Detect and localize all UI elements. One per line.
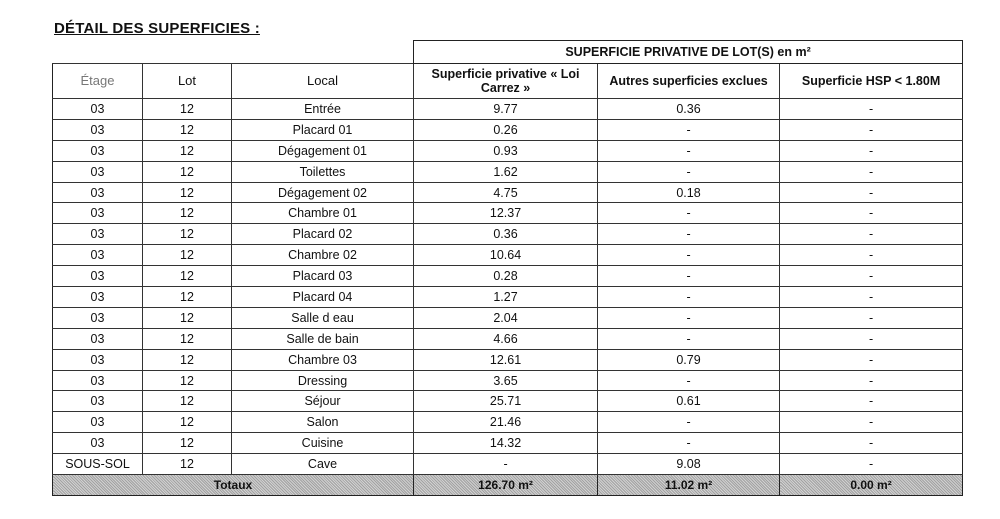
cell-hsp: - bbox=[780, 245, 963, 266]
cell-etage: 03 bbox=[53, 287, 143, 308]
cell-local: Salle de bain bbox=[232, 328, 414, 349]
cell-autres: - bbox=[598, 224, 780, 245]
cell-hsp: - bbox=[780, 287, 963, 308]
totals-label: Totaux bbox=[53, 475, 414, 496]
cell-autres: 9.08 bbox=[598, 454, 780, 475]
cell-etage: 03 bbox=[53, 328, 143, 349]
cell-etage: 03 bbox=[53, 140, 143, 161]
cell-etage: 03 bbox=[53, 245, 143, 266]
cell-hsp: - bbox=[780, 433, 963, 454]
cell-lot: 12 bbox=[143, 370, 232, 391]
cell-local: Placard 03 bbox=[232, 266, 414, 287]
table-row bbox=[53, 245, 963, 266]
cell-etage: 03 bbox=[53, 370, 143, 391]
cell-carrez: 0.28 bbox=[414, 266, 598, 287]
cell-carrez: 2.04 bbox=[414, 307, 598, 328]
cell-lot: 12 bbox=[143, 307, 232, 328]
cell-etage: 03 bbox=[53, 161, 143, 182]
cell-carrez: 1.62 bbox=[414, 161, 598, 182]
cell-local: Cave bbox=[232, 454, 414, 475]
cell-hsp: - bbox=[780, 99, 963, 120]
cell-lot: 12 bbox=[143, 328, 232, 349]
page-title: DÉTAIL DES SUPERFICIES : bbox=[54, 20, 260, 37]
cell-carrez: 9.77 bbox=[414, 99, 598, 120]
cell-autres: - bbox=[598, 140, 780, 161]
cell-etage: 03 bbox=[53, 307, 143, 328]
cell-etage: 03 bbox=[53, 433, 143, 454]
table-row bbox=[53, 433, 963, 454]
cell-local: Placard 04 bbox=[232, 287, 414, 308]
cell-hsp: - bbox=[780, 454, 963, 475]
surface-table bbox=[52, 40, 963, 496]
cell-lot: 12 bbox=[143, 161, 232, 182]
total-carrez: 126.70 m² bbox=[414, 475, 598, 496]
cell-lot: 12 bbox=[143, 224, 232, 245]
table-row bbox=[53, 370, 963, 391]
cell-carrez: 0.26 bbox=[414, 119, 598, 140]
cell-hsp: - bbox=[780, 412, 963, 433]
table-row bbox=[53, 412, 963, 433]
cell-lot: 12 bbox=[143, 454, 232, 475]
total-autres: 11.02 m² bbox=[598, 475, 780, 496]
total-hsp: 0.00 m² bbox=[780, 475, 963, 496]
cell-local: Placard 02 bbox=[232, 224, 414, 245]
cell-hsp: - bbox=[780, 307, 963, 328]
cell-etage: 03 bbox=[53, 119, 143, 140]
cell-hsp: - bbox=[780, 224, 963, 245]
cell-hsp: - bbox=[780, 266, 963, 287]
cell-autres: 0.18 bbox=[598, 182, 780, 203]
cell-local: Chambre 03 bbox=[232, 349, 414, 370]
cell-autres: - bbox=[598, 287, 780, 308]
cell-local: Entrée bbox=[232, 99, 414, 120]
cell-local: Placard 01 bbox=[232, 119, 414, 140]
table-row bbox=[53, 161, 963, 182]
cell-etage: SOUS-SOL bbox=[53, 454, 143, 475]
cell-autres: - bbox=[598, 119, 780, 140]
table-row bbox=[53, 140, 963, 161]
cell-carrez: 1.27 bbox=[414, 287, 598, 308]
group-header-row bbox=[53, 41, 963, 64]
cell-lot: 12 bbox=[143, 182, 232, 203]
col-header-hsp: Superficie HSP < 1.80M bbox=[780, 64, 963, 99]
table-row bbox=[53, 99, 963, 120]
cell-carrez: 4.66 bbox=[414, 328, 598, 349]
table-row bbox=[53, 224, 963, 245]
cell-local: Dégagement 02 bbox=[232, 182, 414, 203]
cell-carrez: 25.71 bbox=[414, 391, 598, 412]
cell-autres: - bbox=[598, 307, 780, 328]
cell-carrez: 0.36 bbox=[414, 224, 598, 245]
cell-autres: - bbox=[598, 203, 780, 224]
column-header-row bbox=[53, 64, 963, 99]
cell-autres: 0.61 bbox=[598, 391, 780, 412]
cell-lot: 12 bbox=[143, 140, 232, 161]
cell-etage: 03 bbox=[53, 203, 143, 224]
col-header-lot: Lot bbox=[143, 64, 232, 99]
cell-autres: - bbox=[598, 245, 780, 266]
table-row bbox=[53, 328, 963, 349]
cell-autres: - bbox=[598, 370, 780, 391]
cell-lot: 12 bbox=[143, 203, 232, 224]
table-row bbox=[53, 391, 963, 412]
cell-hsp: - bbox=[780, 349, 963, 370]
table-row bbox=[53, 203, 963, 224]
cell-carrez: - bbox=[414, 454, 598, 475]
cell-local: Chambre 02 bbox=[232, 245, 414, 266]
table-row bbox=[53, 349, 963, 370]
cell-lot: 12 bbox=[143, 245, 232, 266]
cell-lot: 12 bbox=[143, 433, 232, 454]
cell-local: Séjour bbox=[232, 391, 414, 412]
col-header-local: Local bbox=[232, 64, 414, 99]
cell-carrez: 3.65 bbox=[414, 370, 598, 391]
cell-carrez: 12.61 bbox=[414, 349, 598, 370]
cell-autres: - bbox=[598, 266, 780, 287]
table-row bbox=[53, 266, 963, 287]
cell-hsp: - bbox=[780, 119, 963, 140]
cell-carrez: 21.46 bbox=[414, 412, 598, 433]
cell-hsp: - bbox=[780, 182, 963, 203]
cell-lot: 12 bbox=[143, 99, 232, 120]
cell-carrez: 10.64 bbox=[414, 245, 598, 266]
cell-hsp: - bbox=[780, 328, 963, 349]
cell-etage: 03 bbox=[53, 182, 143, 203]
cell-local: Cuisine bbox=[232, 433, 414, 454]
cell-etage: 03 bbox=[53, 412, 143, 433]
cell-etage: 03 bbox=[53, 266, 143, 287]
cell-local: Salle d eau bbox=[232, 307, 414, 328]
cell-carrez: 12.37 bbox=[414, 203, 598, 224]
cell-lot: 12 bbox=[143, 412, 232, 433]
cell-autres: - bbox=[598, 433, 780, 454]
cell-etage: 03 bbox=[53, 99, 143, 120]
col-header-carrez: Superficie privative « Loi Carrez » bbox=[414, 64, 598, 99]
cell-carrez: 14.32 bbox=[414, 433, 598, 454]
cell-autres: - bbox=[598, 161, 780, 182]
cell-local: Chambre 01 bbox=[232, 203, 414, 224]
cell-lot: 12 bbox=[143, 349, 232, 370]
group-header: SUPERFICIE PRIVATIVE DE LOT(S) en m² bbox=[414, 41, 963, 64]
cell-autres: - bbox=[598, 412, 780, 433]
cell-lot: 12 bbox=[143, 391, 232, 412]
cell-carrez: 0.93 bbox=[414, 140, 598, 161]
cell-carrez: 4.75 bbox=[414, 182, 598, 203]
cell-local: Dégagement 01 bbox=[232, 140, 414, 161]
cell-etage: 03 bbox=[53, 224, 143, 245]
totals-row bbox=[53, 475, 963, 496]
cell-hsp: - bbox=[780, 161, 963, 182]
cell-etage: 03 bbox=[53, 391, 143, 412]
cell-local: Toilettes bbox=[232, 161, 414, 182]
table-row bbox=[53, 119, 963, 140]
cell-autres: - bbox=[598, 328, 780, 349]
table-row bbox=[53, 182, 963, 203]
cell-autres: 0.36 bbox=[598, 99, 780, 120]
cell-hsp: - bbox=[780, 370, 963, 391]
cell-lot: 12 bbox=[143, 287, 232, 308]
cell-hsp: - bbox=[780, 203, 963, 224]
col-header-etage: Étage bbox=[53, 64, 143, 99]
cell-autres: 0.79 bbox=[598, 349, 780, 370]
cell-etage: 03 bbox=[53, 349, 143, 370]
cell-local: Dressing bbox=[232, 370, 414, 391]
table-row bbox=[53, 287, 963, 308]
col-header-autres: Autres superficies exclues bbox=[598, 64, 780, 99]
cell-lot: 12 bbox=[143, 266, 232, 287]
table-row bbox=[53, 307, 963, 328]
cell-lot: 12 bbox=[143, 119, 232, 140]
cell-hsp: - bbox=[780, 391, 963, 412]
table-row bbox=[53, 454, 963, 475]
cell-hsp: - bbox=[780, 140, 963, 161]
cell-local: Salon bbox=[232, 412, 414, 433]
